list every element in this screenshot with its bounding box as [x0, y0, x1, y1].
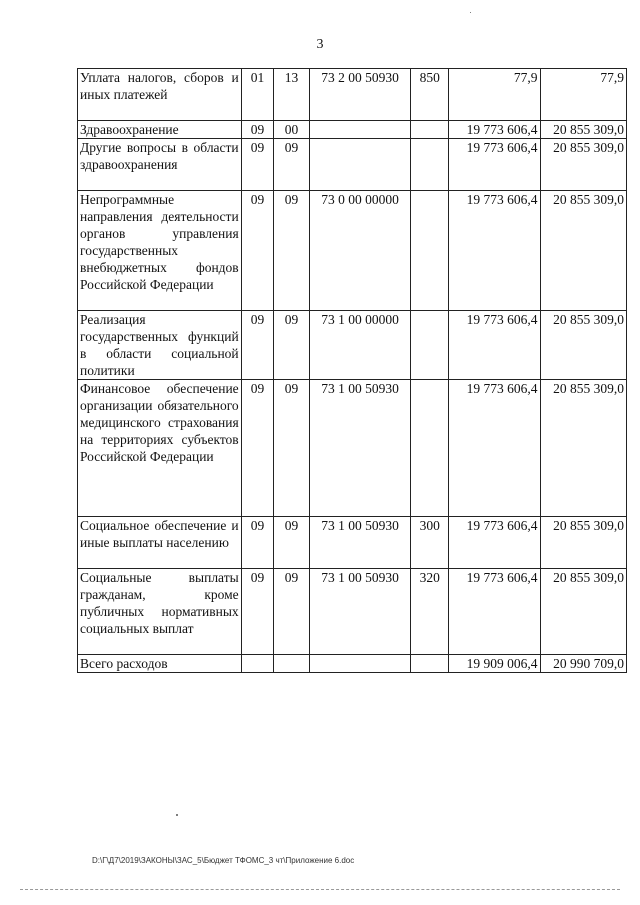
row-target-article: 73 1 00 50930 [309, 517, 411, 569]
row-expense-type: 320 [411, 569, 449, 655]
row-section: 09 [241, 380, 274, 517]
row-name: Реализация государственных функций в области социальной политики [78, 311, 242, 380]
row-sum-2: 20 855 309,0 [540, 191, 626, 311]
row-subsection: 09 [274, 569, 310, 655]
row-sum-1: 19 773 606,4 [449, 121, 541, 139]
row-section: 09 [241, 517, 274, 569]
scan-edge-line [20, 889, 620, 891]
row-expense-type [411, 655, 449, 673]
row-target-article [309, 121, 411, 139]
row-expense-type [411, 311, 449, 380]
row-section: 01 [241, 69, 274, 121]
row-target-article: 73 1 00 50930 [309, 569, 411, 655]
row-sum-1: 77,9 [449, 69, 541, 121]
row-subsection: 09 [274, 139, 310, 191]
row-expense-type [411, 191, 449, 311]
table-row [78, 69, 627, 121]
scan-speck [176, 814, 178, 816]
row-name: Здравоохранение [78, 121, 242, 139]
table-row [78, 380, 627, 517]
row-sum-1: 19 773 606,4 [449, 139, 541, 191]
row-name: Финансовое обеспечение организации обязательного медицинского страхования на территориях субъектов Российской Федерации [78, 380, 242, 517]
row-subsection: 09 [274, 191, 310, 311]
budget-table [77, 68, 627, 673]
file-path-footer: D:\Г\Д7\2019\ЗАКОНЫ\ЗАС_5\Бюджет ТФОМС_3 чт\Приложение 6.doc [92, 856, 355, 865]
row-sum-2: 20 990 709,0 [540, 655, 626, 673]
row-name: Социальные выплаты гражданам, кроме публичных нормативных социальных выплат [78, 569, 242, 655]
row-sum-2: 20 855 309,0 [540, 311, 626, 380]
row-target-article [309, 139, 411, 191]
table-row [78, 121, 627, 139]
page-number: 3 [316, 37, 324, 52]
row-name: Всего расходов [78, 655, 242, 673]
row-sum-2: 20 855 309,0 [540, 569, 626, 655]
row-section: 09 [241, 569, 274, 655]
row-expense-type: 300 [411, 517, 449, 569]
row-name: Непрограммные направления деятельности органов управления государственных внебюджетных фондов Российской Федерации [78, 191, 242, 311]
row-subsection: 09 [274, 380, 310, 517]
row-sum-2: 20 855 309,0 [540, 121, 626, 139]
row-subsection: 13 [274, 69, 310, 121]
row-sum-2: 20 855 309,0 [540, 380, 626, 517]
row-subsection: 09 [274, 517, 310, 569]
row-section: 09 [241, 311, 274, 380]
row-name: Социальное обеспечение и иные выплаты населению [78, 517, 242, 569]
row-section: 09 [241, 121, 274, 139]
row-target-article: 73 2 00 50930 [309, 69, 411, 121]
row-expense-type [411, 121, 449, 139]
table-row [78, 311, 627, 380]
row-subsection [274, 655, 310, 673]
table-row [78, 139, 627, 191]
row-expense-type [411, 139, 449, 191]
row-subsection: 00 [274, 121, 310, 139]
row-target-article: 73 0 00 00000 [309, 191, 411, 311]
row-expense-type [411, 380, 449, 517]
table-row [78, 569, 627, 655]
row-name: Уплата налогов, сборов и иных платежей [78, 69, 242, 121]
row-sum-2: 20 855 309,0 [540, 139, 626, 191]
row-sum-2: 77,9 [540, 69, 626, 121]
table-row [78, 655, 627, 673]
row-sum-1: 19 773 606,4 [449, 517, 541, 569]
row-sum-1: 19 773 606,4 [449, 191, 541, 311]
row-section: 09 [241, 191, 274, 311]
row-subsection: 09 [274, 311, 310, 380]
row-name: Другие вопросы в области здравоохранения [78, 139, 242, 191]
table-row [78, 517, 627, 569]
row-section: 09 [241, 139, 274, 191]
row-sum-1: 19 773 606,4 [449, 569, 541, 655]
row-target-article: 73 1 00 50930 [309, 380, 411, 517]
row-target-article: 73 1 00 00000 [309, 311, 411, 380]
row-sum-1: 19 773 606,4 [449, 380, 541, 517]
row-target-article [309, 655, 411, 673]
row-sum-2: 20 855 309,0 [540, 517, 626, 569]
row-sum-1: 19 773 606,4 [449, 311, 541, 380]
row-sum-1: 19 909 006,4 [449, 655, 541, 673]
scan-speck [470, 12, 471, 13]
table-row [78, 191, 627, 311]
row-section [241, 655, 274, 673]
row-expense-type: 850 [411, 69, 449, 121]
